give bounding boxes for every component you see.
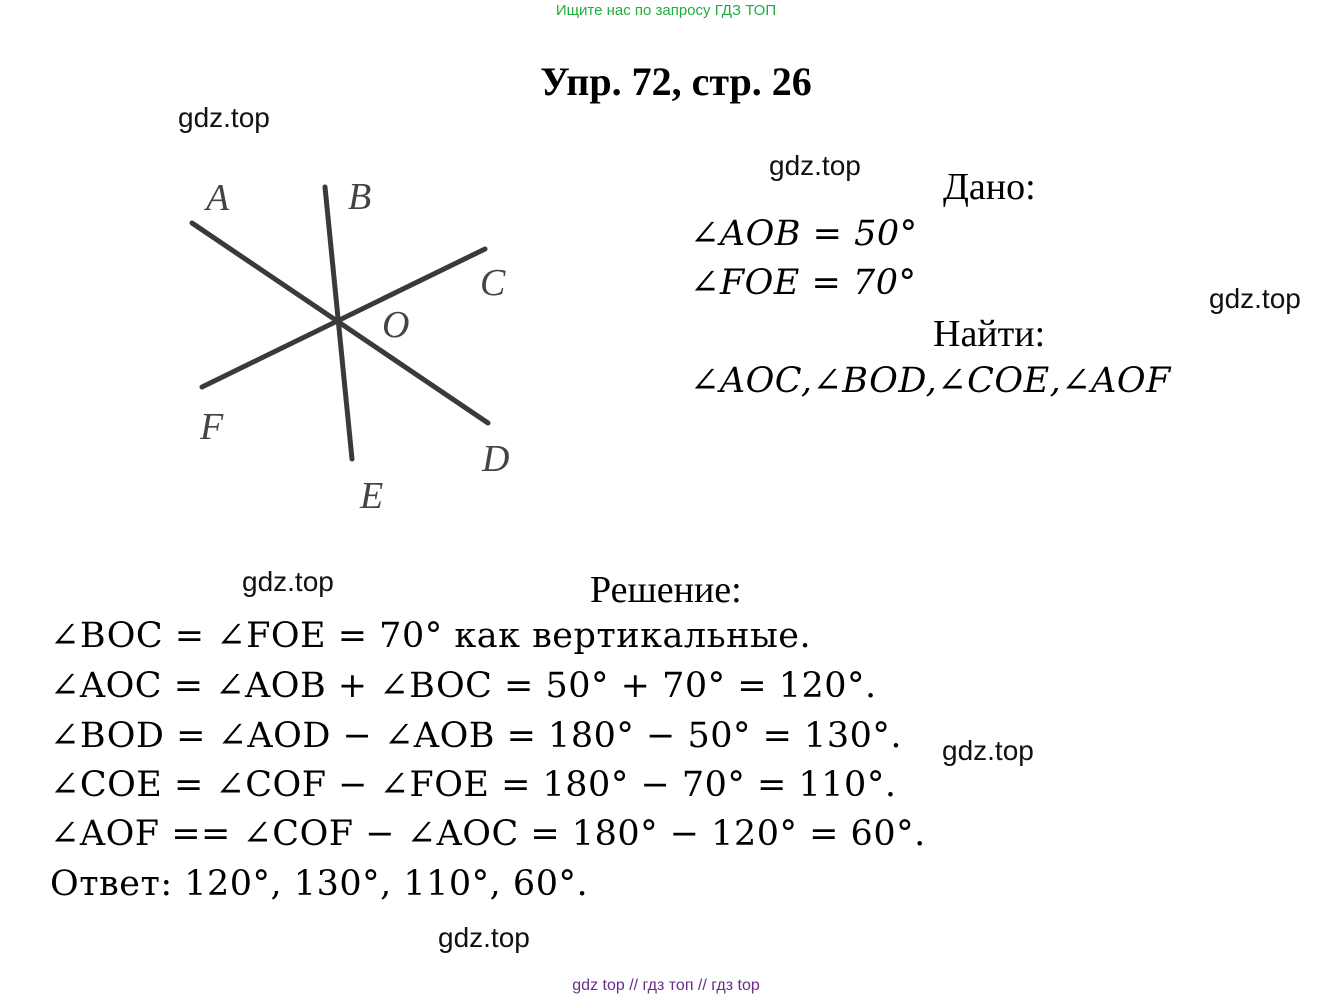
solution-heading: Решение: xyxy=(590,569,742,611)
solution-line: ∠AOC = ∠AOB + ∠BOC = 50° + 70° = 120°. xyxy=(50,666,877,706)
solution-line: ∠COE = ∠COF − ∠FOE = 180° − 70° = 110°. xyxy=(50,765,897,805)
label-O: O xyxy=(382,304,410,346)
find-heading: Найти: xyxy=(933,313,1046,355)
watermark: gdz.top xyxy=(1209,283,1301,314)
given-heading: Дано: xyxy=(943,166,1036,208)
solution-line: ∠BOC = ∠FOE = 70° как вертикальные. xyxy=(50,616,812,656)
label-A: A xyxy=(206,177,230,219)
label-B: B xyxy=(348,176,372,218)
search-banner: Ищите нас по запросу ГДЗ ТОП xyxy=(555,2,777,19)
label-C: C xyxy=(480,262,506,304)
watermark: gdz.top xyxy=(242,566,334,597)
answer-line: Ответ: 120°, 130°, 110°, 60°. xyxy=(50,864,589,904)
find-line: ∠AOC,∠BOD,∠COE,∠AOF xyxy=(690,361,1171,401)
solution-line: ∠BOD = ∠AOD − ∠AOB = 180° − 50° = 130°. xyxy=(50,716,902,756)
watermark: gdz.top xyxy=(769,150,861,181)
footer-links[interactable]: gdz top // гдз топ // гдз top xyxy=(572,977,760,994)
label-F: F xyxy=(200,406,224,448)
geometry-figure xyxy=(170,165,530,525)
solution-line: ∠AOF == ∠COF − ∠AOC = 180° − 120° = 60°. xyxy=(50,814,926,854)
label-D: D xyxy=(482,438,510,480)
watermark: gdz.top xyxy=(178,102,270,133)
watermark: gdz.top xyxy=(438,922,530,953)
given-line: ∠FOE = 70° xyxy=(690,263,917,303)
given-line: ∠AOB = 50° xyxy=(690,214,918,254)
watermark: gdz.top xyxy=(942,735,1034,766)
label-E: E xyxy=(360,475,384,517)
page-title: Упр. 72, стр. 26 xyxy=(540,59,812,104)
